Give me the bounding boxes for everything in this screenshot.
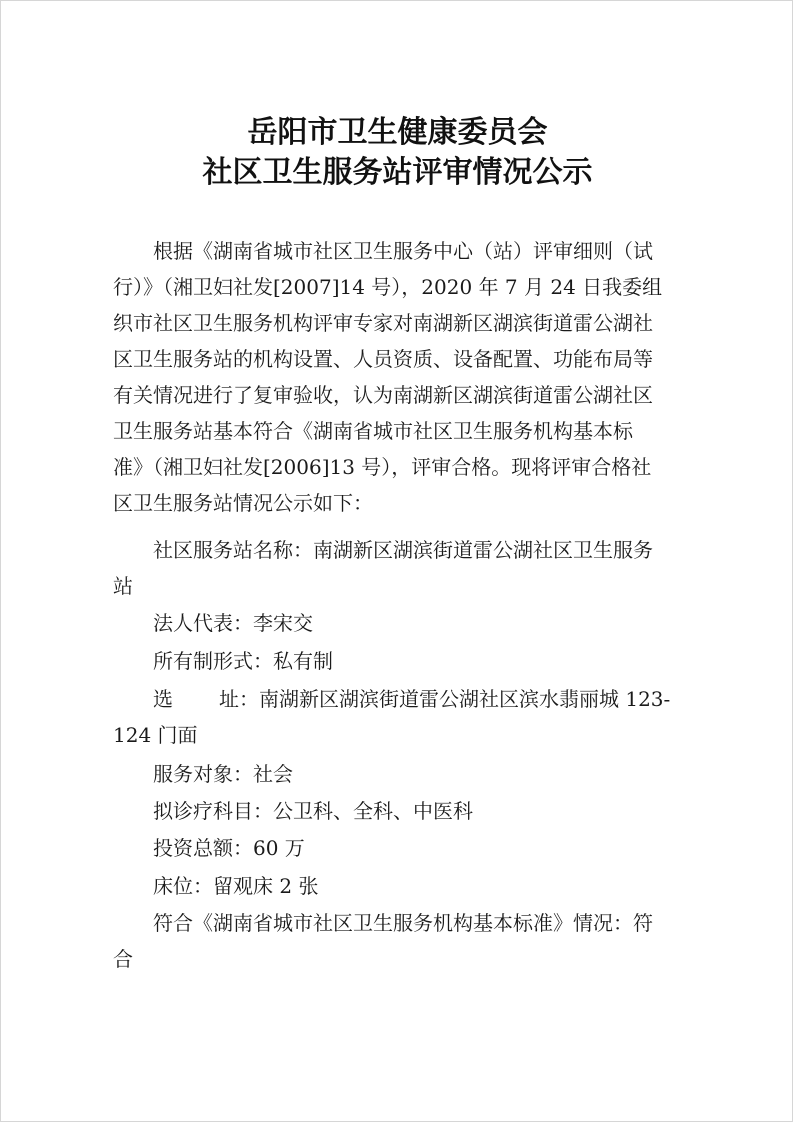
station-name-line-1: 社区服务站名称：南湖新区湖滨街道雷公湖社区卫生服务 [153, 538, 653, 562]
intro-line: 准》（湘卫妇社发[2006]13 号），评审合格。现将评审合格社 [113, 455, 652, 479]
intro-line: 有关情况进行了复审验收，认为南湖新区湖滨街道雷公湖社区 [113, 383, 653, 407]
service-target: 服务对象：社会 [153, 762, 293, 786]
compliance-line-2: 合 [113, 947, 133, 971]
intro-line: 行）》（湘卫妇社发[2007]14 号），2020 年 7 月 24 日我委组 [113, 275, 663, 299]
total-investment: 投资总额：60 万 [153, 836, 305, 860]
intro-line: 卫生服务站基本符合《湖南省城市社区卫生服务机构基本标 [113, 419, 633, 443]
legal-representative: 法人代表：李宋交 [153, 611, 313, 635]
clinical-departments: 拟诊疗科目：公卫科、全科、中医科 [153, 799, 473, 823]
address-line-2: 124 门面 [113, 723, 198, 747]
bed-count: 床位：留观床 2 张 [153, 874, 319, 898]
intro-line: 根据《湖南省城市社区卫生服务中心（站）评审细则（试 [153, 239, 653, 263]
compliance-line-1: 符合《湖南省城市社区卫生服务机构基本标准》情况：符 [153, 911, 653, 935]
intro-line: 区卫生服务站情况公示如下： [113, 491, 373, 515]
document-title-line-2: 社区卫生服务站评审情况公示 [202, 155, 593, 190]
intro-line: 区卫生服务站的机构设置、人员资质、设备配置、功能布局等 [113, 347, 653, 371]
address-label-part-a: 选 [153, 687, 173, 711]
ownership-type: 所有制形式：私有制 [153, 649, 333, 673]
document-title-line-1: 岳阳市卫生健康委员会 [247, 115, 548, 150]
address-line-1 [113, 681, 731, 717]
station-name-line-2: 站 [113, 574, 133, 598]
intro-line: 织市社区卫生服务机构评审专家对南湖新区湖滨街道雷公湖社 [113, 311, 653, 335]
address-label-part-b: 址：南湖新区湖滨街道雷公湖社区滨水翡丽城 123- [219, 687, 671, 711]
